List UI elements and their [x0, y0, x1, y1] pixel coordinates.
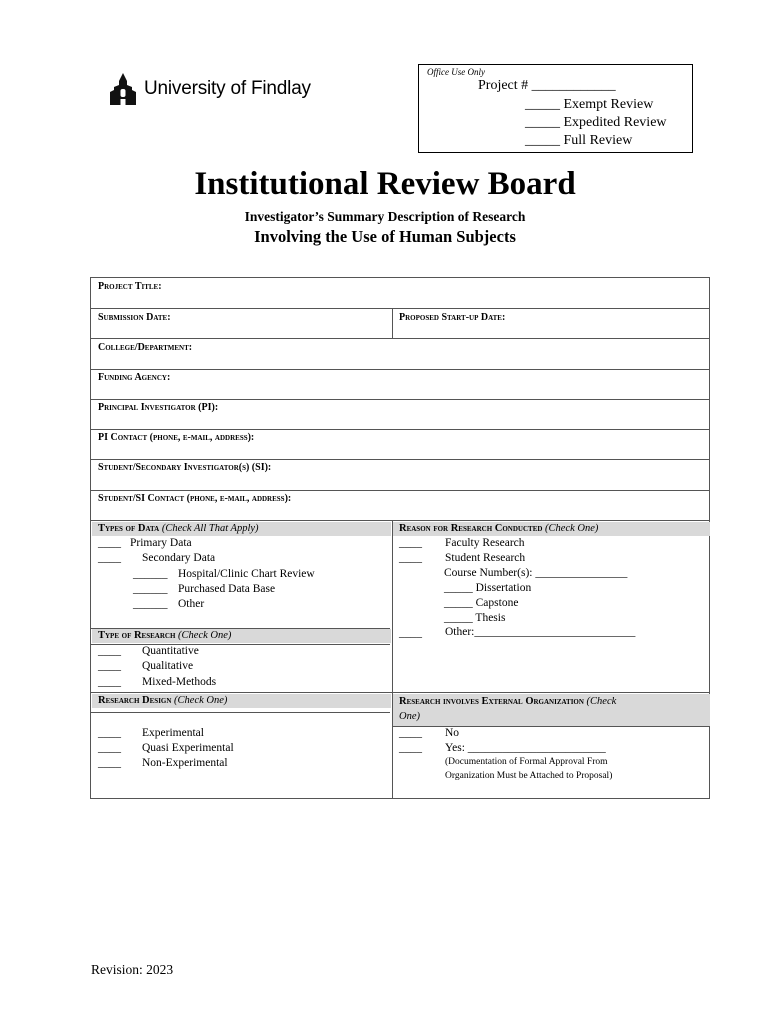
funding-agency-field[interactable]: Funding Agency:	[98, 372, 171, 383]
exempt-review-option[interactable]: _____ Exempt Review	[525, 97, 654, 112]
mixed-methods-blank[interactable]: ____	[98, 676, 121, 688]
external-yes-field[interactable]: Yes: ________________________	[445, 742, 606, 754]
quasi-experimental-option: Quasi Experimental	[142, 742, 234, 754]
student-research-option: Student Research	[445, 552, 526, 564]
mixed-methods-option: Mixed-Methods	[142, 676, 217, 688]
purchased-option: Purchased Data Base	[178, 583, 276, 595]
page-title: Institutional Review Board	[194, 166, 576, 202]
faculty-research-option: Faculty Research	[445, 537, 525, 549]
experimental-blank[interactable]: ____	[98, 727, 121, 739]
reason-header: Reason for Research Conducted (Check One)	[393, 522, 710, 536]
full-review-option[interactable]: _____ Full Review	[525, 133, 633, 148]
quasi-blank[interactable]: ____	[98, 742, 121, 754]
other-data-option: Other	[178, 598, 205, 610]
si-contact-field[interactable]: Student/SI Contact (phone, e-mail, address):	[98, 493, 292, 504]
start-date-field[interactable]: Proposed Start-up Date:	[399, 312, 506, 323]
faculty-blank[interactable]: ____	[399, 537, 422, 549]
documentation-note-1: (Documentation of Formal Approval From	[445, 757, 608, 767]
project-title-field[interactable]: Project Title:	[98, 281, 162, 292]
research-form	[90, 277, 710, 799]
secondary-data-option: Secondary Data	[142, 552, 216, 564]
quantitative-option: Quantitative	[142, 645, 199, 657]
other-data-blank[interactable]: ______	[133, 598, 168, 610]
external-no-option: No	[445, 727, 460, 739]
other-reason-blank[interactable]: ____	[399, 627, 422, 639]
submission-date-field[interactable]: Submission Date:	[98, 312, 171, 323]
non-experimental-option: Non-Experimental	[142, 757, 228, 769]
pi-contact-field[interactable]: PI Contact (phone, e-mail, address):	[98, 432, 255, 443]
office-use-label: Office Use Only	[427, 67, 485, 77]
primary-data-blank[interactable]: ____	[98, 537, 121, 549]
university-logo	[108, 72, 323, 106]
types-of-data-header: Types of Data (Check All That Apply)	[92, 522, 391, 536]
principal-investigator-field[interactable]: Principal Investigator (PI):	[98, 402, 219, 413]
qualitative-option: Qualitative	[142, 660, 194, 672]
capstone-option[interactable]: _____ Capstone	[444, 597, 519, 609]
purchased-blank[interactable]: ______	[133, 583, 168, 595]
revision-label: Revision: 2023	[91, 962, 174, 977]
qualitative-blank[interactable]: ____	[98, 660, 121, 672]
quantitative-blank[interactable]: ____	[98, 645, 121, 657]
type-of-research-header: Type of Research (Check One)	[92, 629, 391, 643]
external-yes-blank[interactable]: ____	[399, 742, 422, 754]
research-design-header: Research Design (Check One)	[92, 694, 391, 708]
student-blank[interactable]: ____	[399, 552, 422, 564]
other-reason-field[interactable]: Other:____________________________	[445, 626, 636, 638]
page-subtitle-2: Involving the Use of Human Subjects	[254, 227, 516, 246]
tower-icon	[108, 72, 138, 106]
office-use-box	[418, 64, 693, 153]
non-experimental-blank[interactable]: ____	[98, 757, 121, 769]
expedited-review-option[interactable]: _____ Expedited Review	[525, 115, 667, 130]
college-department-field[interactable]: College/Department:	[98, 342, 193, 353]
project-number-field[interactable]: Project # ____________	[478, 78, 616, 93]
page-subtitle-1: Investigator’s Summary Description of Research	[244, 209, 526, 224]
documentation-note-2: Organization Must be Attached to Proposal)	[445, 771, 613, 781]
thesis-option[interactable]: _____ Thesis	[444, 612, 506, 624]
course-number-field[interactable]: Course Number(s): ________________	[444, 567, 628, 579]
external-org-header: Research involves External Organization (Check One)	[393, 694, 710, 726]
hospital-blank[interactable]: ______	[133, 568, 168, 580]
experimental-option: Experimental	[142, 727, 204, 739]
secondary-investigator-field[interactable]: Student/Secondary Investigator(s) (SI):	[98, 462, 272, 473]
secondary-data-blank[interactable]: ____	[98, 552, 121, 564]
dissertation-option[interactable]: _____ Dissertation	[444, 582, 532, 594]
hospital-option: Hospital/Clinic Chart Review	[178, 568, 315, 580]
external-no-blank[interactable]: ____	[399, 727, 422, 739]
primary-data-option: Primary Data	[130, 537, 192, 549]
logo-text: University of Findlay	[144, 78, 311, 99]
